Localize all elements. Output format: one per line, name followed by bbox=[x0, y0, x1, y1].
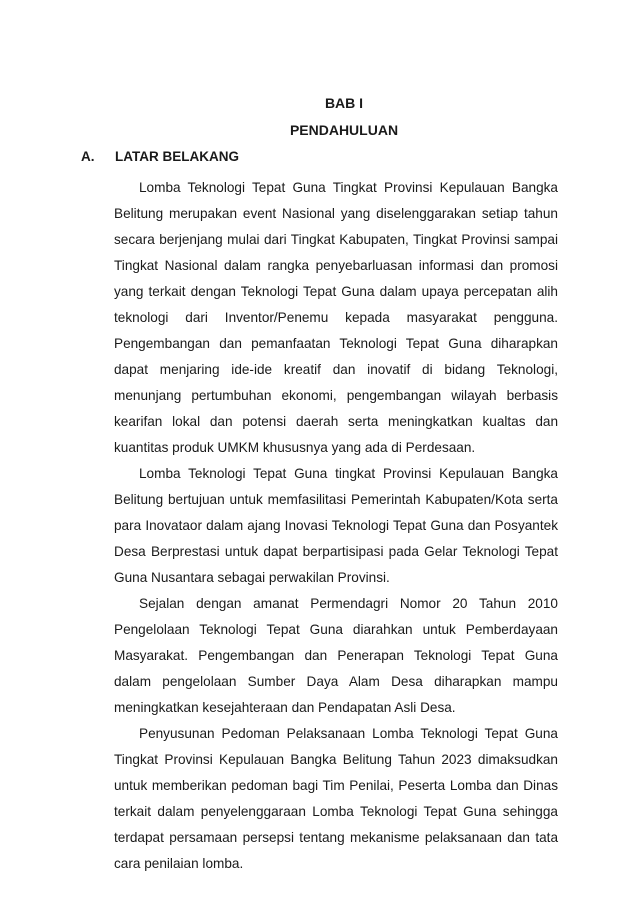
section-number: A. bbox=[81, 149, 95, 164]
body-text bbox=[114, 175, 558, 877]
section-title: LATAR BELAKANG bbox=[115, 149, 239, 164]
chapter-title: PENDAHULUAN bbox=[289, 122, 399, 138]
paragraph-1: Lomba Teknologi Tepat Guna Tingkat Provinsi Kepulauan Bangka Belitung merupakan event Nasional yang diselenggarakan setiap tahun secara berjenjang mulai dari Tingkat Kabupaten, Tingkat Provinsi sampai Tingkat Nasional dalam rangka penyebarluasan informasi dan promosi yang terkait dengan Teknologi Tepat Guna dalam upaya percepatan alih teknologi dari Inventor/Penemu kepada masyarakat pengguna. Pengembangan dan pemanfaatan Teknologi Tepat Guna diharapkan dapat menjaring ide-ide kreatif dan inovatif di bidang Teknologi, menunjang pertumbuhan ekonomi, pengembangan wilayah berbasis kearifan lokal dan potensi daerah serta meningkatkan kualtas dan kuantitas produk UMKM khususnya yang ada di Perdesaan. bbox=[114, 180, 558, 455]
chapter-label: BAB I bbox=[324, 95, 364, 111]
paragraph-3: Sejalan dengan amanat Permendagri Nomor 20 Tahun 2010 Pengelolaan Teknologi Tepat Guna diarahkan untuk Pemberdayaan Masyarakat. Pengembangan dan Penerapan Teknologi Tepat Guna dalam pengelolaan Sumber Daya Alam Desa diharapkan mampu meningkatkan kesejahteraan dan Pendapatan Asli Desa. bbox=[114, 596, 558, 715]
section-heading bbox=[81, 147, 239, 167]
paragraph-2: Lomba Teknologi Tepat Guna tingkat Provinsi Kepulauan Bangka Belitung bertujuan untuk memfasilitasi Pemerintah Kabupaten/Kota serta para Inovataor dalam ajang Inovasi Teknologi Tepat Guna dan Posyantek Desa Berprestasi untuk dapat berpartisipasi pada Gelar Teknologi Tepat Guna Nusantara sebagai perwakilan Provinsi. bbox=[114, 466, 558, 585]
paragraph-4: Penyusunan Pedoman Pelaksanaan Lomba Teknologi Tepat Guna Tingkat Provinsi Kepulauan Bangka Belitung Tahun 2023 dimaksudkan untuk memberikan pedoman bagi Tim Penilai, Peserta Lomba dan Dinas terkait dalam penyelenggaraan Lomba Teknologi Tepat Guna sehingga terdapat persamaan persepsi tentang mekanisme pelaksanaan dan tata cara penilaian lomba. bbox=[114, 726, 558, 871]
